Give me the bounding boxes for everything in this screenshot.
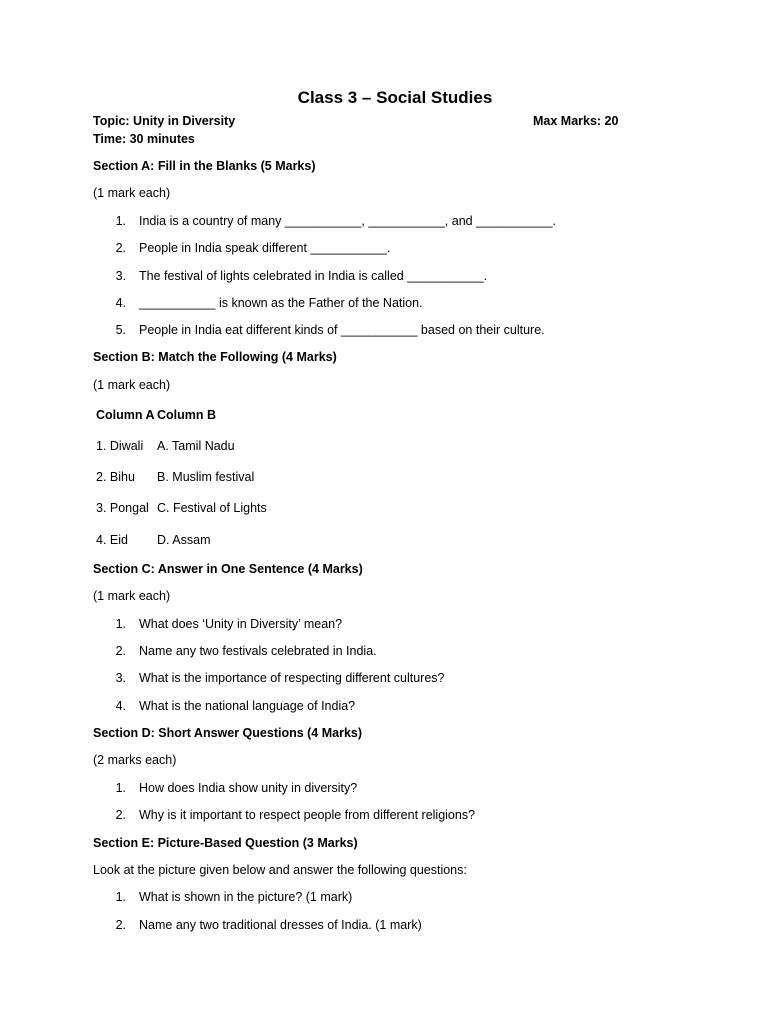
item-number: 1. <box>115 617 126 631</box>
item-text: Why is it important to respect people from different religions? <box>139 808 476 822</box>
section-e-note: Look at the picture given below and answer the following questions: <box>93 863 467 877</box>
item-text: People in India eat different kinds of ___________ based on their culture. <box>139 323 545 337</box>
column-b-cell: A. Tamil Nadu <box>157 439 235 453</box>
item-text: How does India show unity in diversity? <box>139 781 358 795</box>
item-text: Name any two festivals celebrated in India. <box>139 644 377 658</box>
item-number: 2. <box>115 918 126 932</box>
time-line: Time: 30 minutes <box>93 132 195 146</box>
section-c-heading: Section C: Answer in One Sentence (4 Marks) <box>93 562 363 576</box>
section-a-note: (1 mark each) <box>93 186 171 200</box>
page-title: Class 3 – Social Studies <box>297 88 493 107</box>
item-text: People in India speak different ___________. <box>139 241 391 255</box>
section-c-note: (1 mark each) <box>93 589 171 603</box>
column-a-cell: 4. Eid <box>96 533 128 547</box>
column-b-cell: C. Festival of Lights <box>157 501 267 515</box>
column-b-header: Column B <box>157 408 217 422</box>
item-text: ___________ is known as the Father of the Nation. <box>139 296 423 310</box>
item-number: 4. <box>115 699 126 713</box>
section-b-heading: Section B: Match the Following (4 Marks) <box>93 350 337 364</box>
item-number: 5. <box>115 323 126 337</box>
item-number: 3. <box>115 269 126 283</box>
item-text: What is shown in the picture? (1 mark) <box>139 890 353 904</box>
item-number: 3. <box>115 671 126 685</box>
item-text: What is the national language of India? <box>139 699 356 713</box>
item-number: 1. <box>115 890 126 904</box>
item-number: 1. <box>115 781 126 795</box>
section-d-note: (2 marks each) <box>93 753 177 767</box>
item-text: The festival of lights celebrated in India is called ___________. <box>139 269 488 283</box>
column-a-cell: 3. Pongal <box>96 501 149 515</box>
column-a-header: Column A <box>96 408 155 422</box>
section-b-note: (1 mark each) <box>93 378 171 392</box>
item-text: India is a country of many ___________, ___________, and ___________. <box>139 214 557 228</box>
max-marks: Max Marks: 20 <box>533 114 619 128</box>
column-b-cell: D. Assam <box>157 533 211 547</box>
column-a-cell: 1. Diwali <box>96 439 144 453</box>
column-a-cell: 2. Bihu <box>96 470 135 484</box>
item-number: 2. <box>115 241 126 255</box>
column-b-cell: B. Muslim festival <box>157 470 255 484</box>
item-number: 4. <box>115 296 126 310</box>
item-number: 2. <box>115 644 126 658</box>
section-d-heading: Section D: Short Answer Questions (4 Marks) <box>93 726 363 740</box>
item-number: 2. <box>115 808 126 822</box>
section-e-heading: Section E: Picture-Based Question (3 Marks) <box>93 836 358 850</box>
item-text: What does ‘Unity in Diversity’ mean? <box>139 617 343 631</box>
section-a-heading: Section A: Fill in the Blanks (5 Marks) <box>93 159 316 173</box>
item-number: 1. <box>115 214 126 228</box>
item-text: Name any two traditional dresses of India. (1 mark) <box>139 918 422 932</box>
item-text: What is the importance of respecting different cultures? <box>139 671 445 685</box>
topic-line: Topic: Unity in Diversity <box>93 114 236 128</box>
